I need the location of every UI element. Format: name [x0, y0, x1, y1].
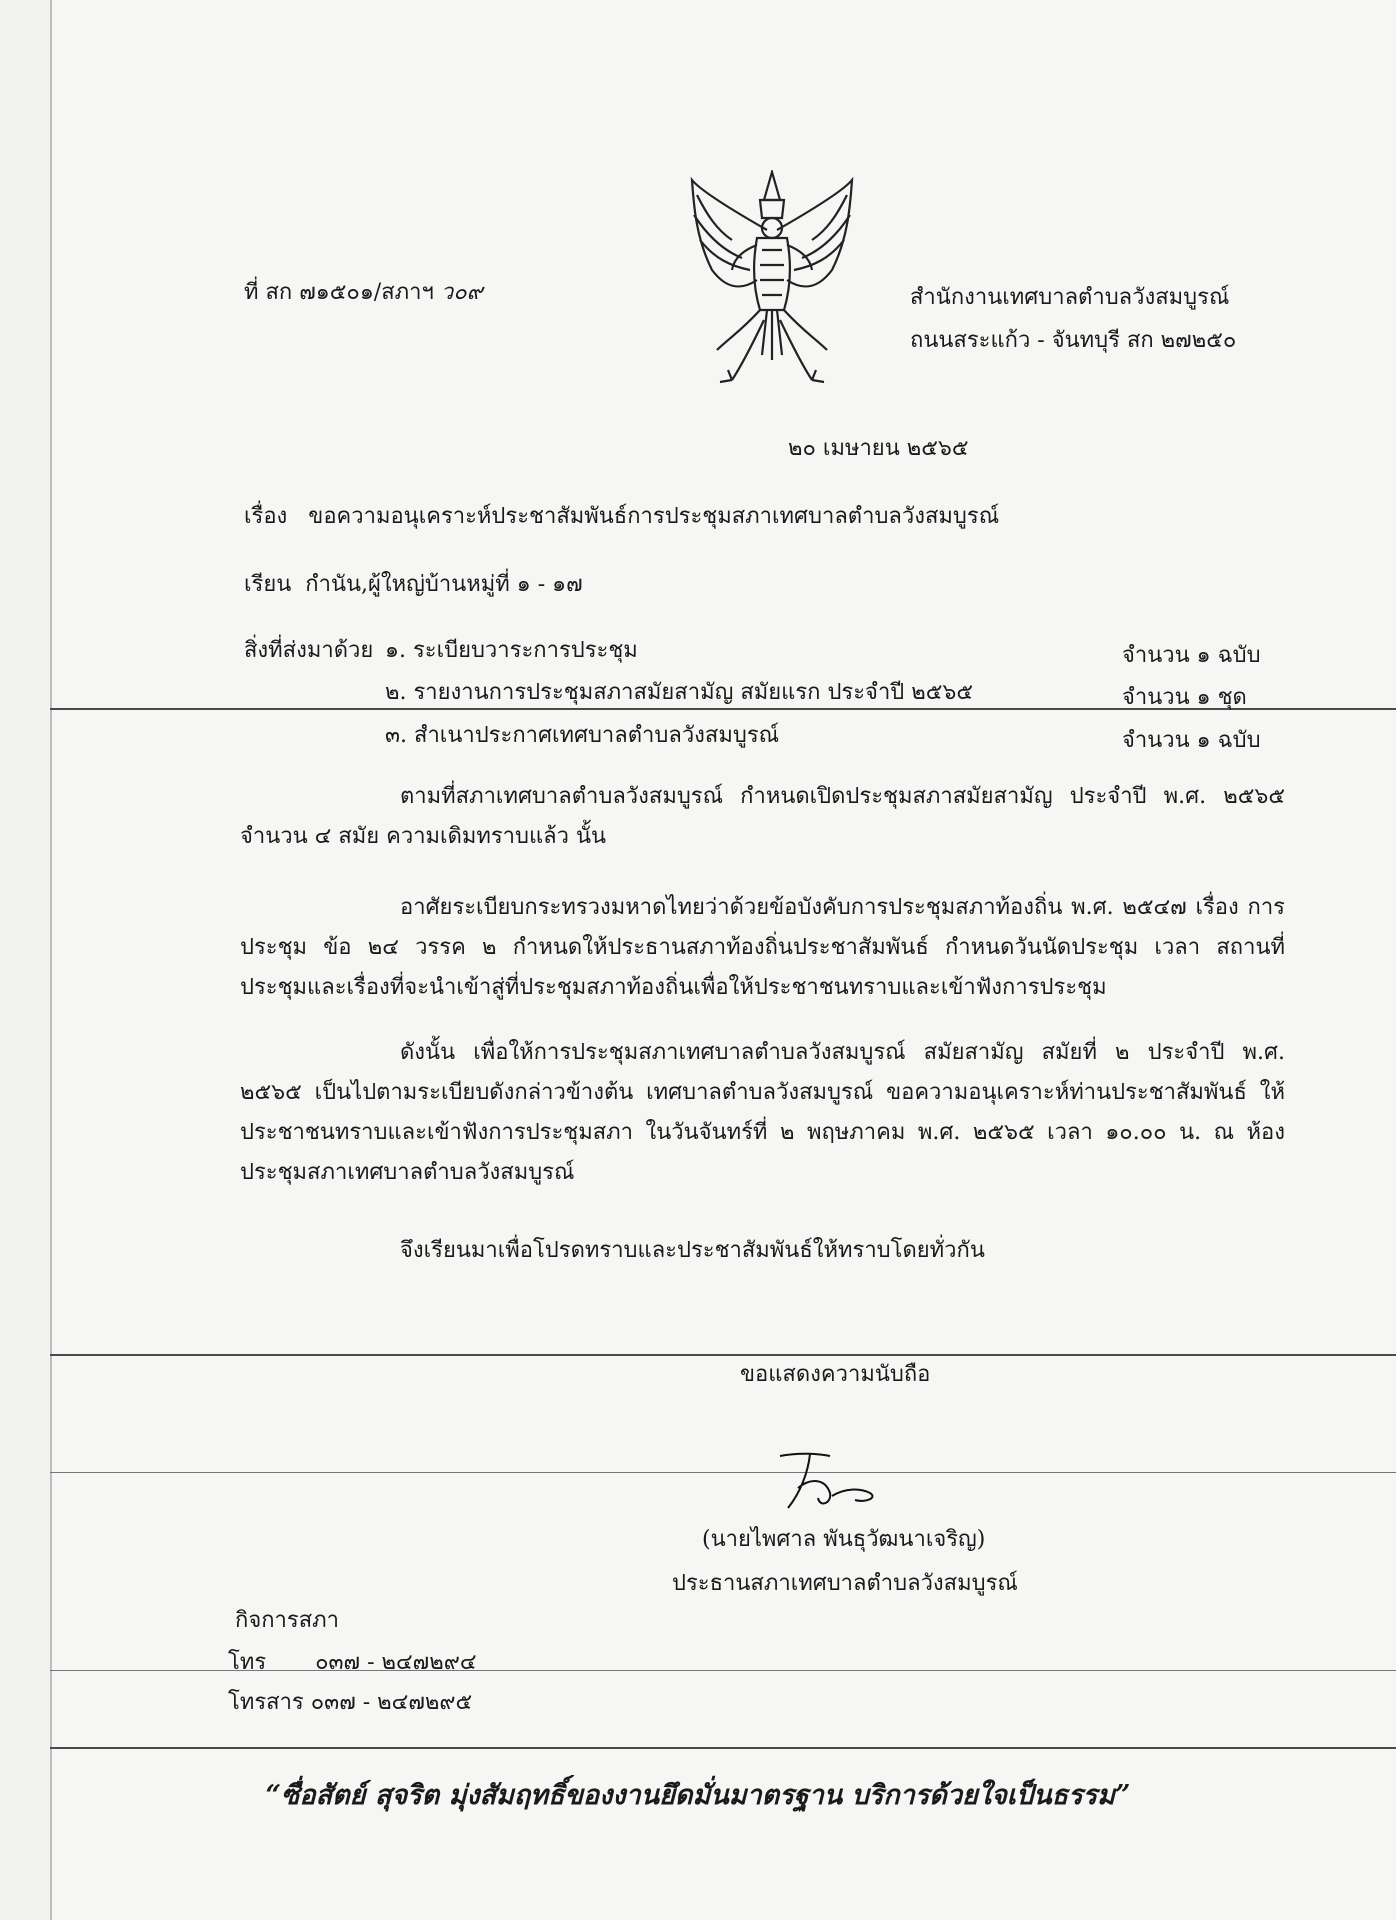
closing-regards: ขอแสดงความนับถือ	[740, 1362, 931, 1387]
subject-label: เรื่อง	[244, 504, 288, 529]
document-date: ๒๐ เมษายน ๒๕๖๕	[788, 436, 969, 461]
signatory-name: (นายไพศาล พันธุวัฒนาเจริญ)	[702, 1527, 986, 1552]
scan-artifact-line	[50, 1354, 1396, 1356]
enclosure-item: ๒. รายงานการประชุมสภาสมัยสามัญ สมัยแรก ประจำปี ๒๕๖๕	[385, 680, 974, 705]
body-paragraph-3: ดังนั้น เพื่อให้การประชุมสภาเทศบาลตำบลวังสมบูรณ์ สมัยสามัญ สมัยที่ ๒ ประจำปี พ.ศ. ๒๕๖๕ เป็นไปตามระเบียบดังกล่าวข้างต้น เทศบาลตำบลวังสมบูรณ์ ขอความอนุเคราะห์ท่านประชาสัมพันธ์ ให้ประชาชนทราบและเข้าฟังการประชุมสภา ในวันจันทร์ที่ ๒ พฤษภาคม พ.ศ. ๒๕๖๕ เวลา ๑๐.๐๐ น. ณ ห้องประชุมสภาเทศบาลตำบลวังสมบูรณ์	[240, 1040, 1286, 1185]
enclosure-qty: จำนวน ๑ ฉบับ	[1122, 728, 1261, 753]
organization-motto: “ซื่อสัตย์ สุจริต มุ่งสัมฤทธิ์ของงานยึดมั่นมาตรฐาน บริการด้วยใจเป็นธรรม”	[265, 1780, 1131, 1811]
office-name: สำนักงานเทศบาลตำบลวังสมบูรณ์	[910, 285, 1230, 310]
fax-number: ๐๓๗ - ๒๔๗๒๙๕	[310, 1690, 473, 1715]
fax-label: โทรสาร	[228, 1690, 304, 1715]
enclosure-qty: จำนวน ๑ ชุด	[1122, 685, 1247, 710]
enclosure-item: ๑. ระเบียบวาระการประชุม	[385, 638, 638, 663]
reference-prefix: ที่ สก ๗๑๕๐๑/สภาฯ	[244, 280, 434, 305]
enclosures-label: สิ่งที่ส่งมาด้วย	[244, 638, 374, 663]
scan-artifact-line	[50, 1747, 1396, 1749]
reference-number	[244, 279, 483, 307]
recipient-label: เรียน	[244, 572, 292, 597]
enclosure-item: ๓. สำเนาประกาศเทศบาลตำบลวังสมบูรณ์	[385, 723, 780, 748]
subject-line	[244, 503, 999, 531]
subject-text: ขอความอนุเคราะห์ประชาสัมพันธ์การประชุมสภาเทศบาลตำบลวังสมบูรณ์	[308, 504, 1000, 529]
signature	[770, 1448, 890, 1518]
enclosure-qty: จำนวน ๑ ฉบับ	[1122, 643, 1261, 668]
body-paragraph-1: ตามที่สภาเทศบาลตำบลวังสมบูรณ์ กำหนดเปิดประชุมสภาสมัยสามัญ ประจำปี พ.ศ. ๒๕๖๕ จำนวน ๔ สมัย ความเดิมทราบแล้ว นั้น	[240, 784, 1285, 849]
recipient-text: กำนัน,ผู้ใหญ่บ้านหมู่ที่ ๑ - ๑๗	[305, 572, 583, 597]
department-name: กิจการสภา	[235, 1608, 339, 1633]
body-paragraph-4: จึงเรียนมาเพื่อโปรดทราบและประชาสัมพันธ์ให้ทราบโดยทั่วกัน	[400, 1238, 985, 1263]
scan-artifact-line	[50, 1472, 1396, 1473]
recipient-line	[244, 571, 583, 599]
garuda-emblem	[672, 170, 872, 385]
signatory-position: ประธานสภาเทศบาลตำบลวังสมบูรณ์	[672, 1571, 1018, 1596]
reference-handwritten: ว๐๙	[440, 280, 483, 305]
body-paragraph-2: อาศัยระเบียบกระทรวงมหาดไทยว่าด้วยข้อบังคับการประชุมสภาท้องถิ่น พ.ศ. ๒๕๔๗ เรื่อง การประชุม ข้อ ๒๔ วรรค ๒ กำหนดให้ประธานสภาท้องถิ่นประชาสัมพันธ์ กำหนดวันนัดประชุม เวลา สถานที่ ประชุมและเรื่องที่จะนำเข้าสู่ที่ประชุมสภาท้องถิ่นเพื่อให้ประชาชนทราบและเข้าฟังการประชุม	[240, 895, 1285, 1000]
office-address: ถนนสระแก้ว - จันทบุรี สก ๒๗๒๕๐	[910, 328, 1237, 353]
phone-number: ๐๓๗ - ๒๔๗๒๙๔	[315, 1650, 477, 1675]
phone-label: โทร	[228, 1650, 267, 1675]
phone-line	[228, 1649, 476, 1677]
fax-line	[228, 1689, 472, 1717]
